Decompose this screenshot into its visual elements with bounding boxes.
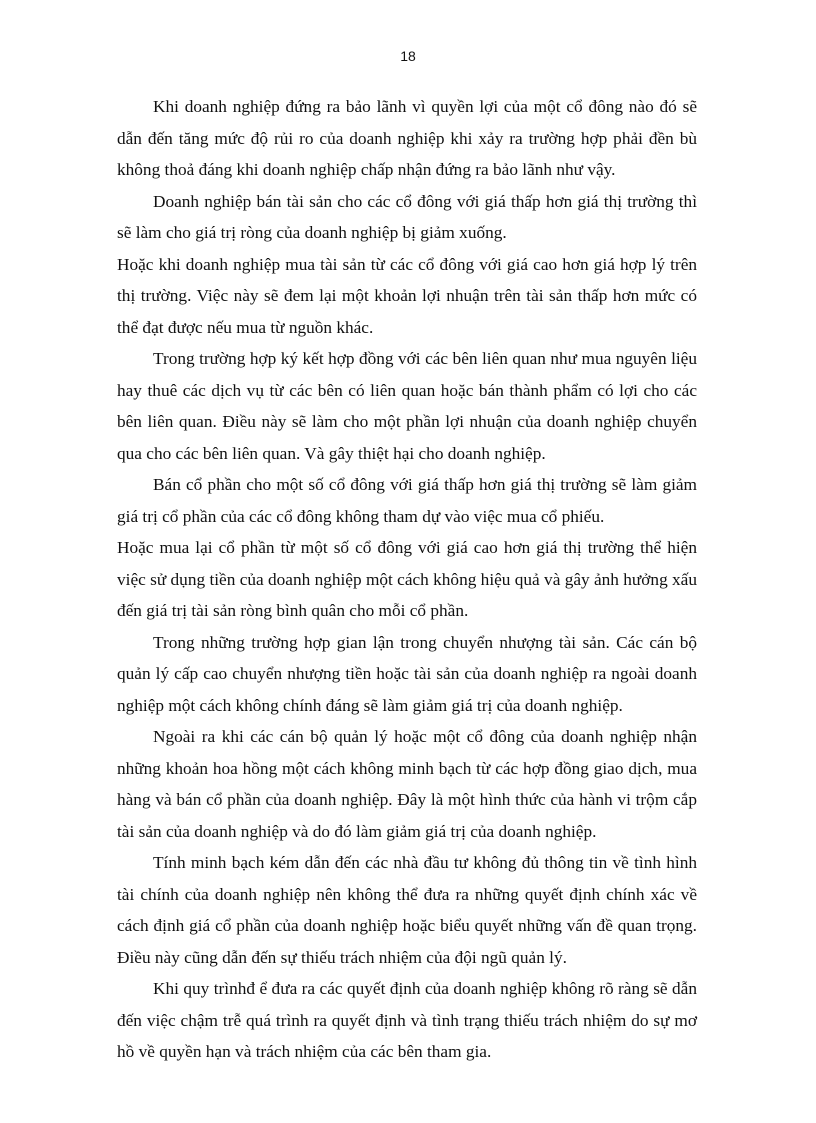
document-body [117,91,697,1068]
paragraph-share-buyback: Hoặc mua lại cổ phần từ một số cổ đông với giá cao hơn giá thị trường thể hiện việc sử dụng tiền của doanh nghiệp một cách không hiệu quả và gây ảnh hưởng xấu đến giá trị tài sản ròng bình quân cho mỗi cổ phần. [117,538,697,620]
paragraph-asset-sale: Doanh nghiệp bán tài sản cho các cổ đông với giá thấp hơn giá thị trường thì sẽ làm cho giá trị ròng của doanh nghiệp bị giảm xuống. [117,191,697,242]
paragraph-related-party-contracts: Trong trường hợp ký kết hợp đồng với các bên liên quan như mua nguyên liệu hay thuê các dịch vụ từ các bên có liên quan hoặc bán thành phẩm có lợi cho các bên liên quan. Điều này sẽ làm cho một phần lợi nhuận của doanh nghiệp chuyển qua cho các bên liên quan. Và gây thiệt hại cho doanh nghiệp. [117,349,697,463]
paragraph-transparency: Tính minh bạch kém dẫn đến các nhà đầu tư không đủ thông tin về tình hình tài chính của doanh nghiệp nên không thể đưa ra những quyết định chính xác về cách định giá cổ phần của doanh nghiệp hoặc biểu quyết những vấn đề quan trọng. Điều này cũng dẫn đến sự thiếu trách nhiệm của đội ngũ quản lý. [117,853,697,967]
paragraph-share-sale: Bán cổ phần cho một số cổ đông với giá thấp hơn giá thị trường sẽ làm giảm giá trị cổ phần của các cổ đông không tham dự vào việc mua cổ phiếu. [117,475,697,526]
page-number: 18 [400,48,416,64]
paragraph-asset-purchase: Hoặc khi doanh nghiệp mua tài sản từ các cổ đông với giá cao hơn giá hợp lý trên thị trường. Việc này sẽ đem lại một khoản lợi nhuận trên tài sản thấp hơn mức có thể đạt được nếu mua từ nguồn khác. [117,254,697,337]
paragraph-guarantee-risk: Khi doanh nghiệp đứng ra bảo lãnh vì quyền lợi của một cổ đông nào đó sẽ dẫn đến tăng mức độ rủi ro của doanh nghiệp khi xảy ra trường hợp phải đền bù không thoả đáng khi doanh nghiệp chấp nhận đứng ra bảo lãnh như vậy. [117,97,697,179]
paragraph-commissions: Ngoài ra khi các cán bộ quản lý hoặc một cổ đông của doanh nghiệp nhận những khoản hoa hồng một cách không minh bạch từ các hợp đồng giao dịch, mua hàng và bán cổ phần của doanh nghiệp. Đây là một hình thức của hành vi trộm cắp tài sản của doanh nghiệp và do đó làm giảm giá trị của doanh nghiệp. [117,727,697,841]
paragraph-decision-process: Khi quy trìnhđ ể đưa ra các quyết định của doanh nghiệp không rõ ràng sẽ dẫn đến việc chậm trễ quá trình ra quyết định và tình trạng thiếu trách nhiệm do sự mơ hồ về quyền hạn và trách nhiệm của các bên tham gia. [117,979,697,1061]
paragraph-asset-transfer-fraud: Trong những trường hợp gian lận trong chuyển nhượng tài sản. Các cán bộ quản lý cấp cao chuyển nhượng tiền hoặc tài sản của doanh nghiệp ra ngoài doanh nghiệp một cách không chính đáng sẽ làm giảm giá trị của doanh nghiệp. [117,632,697,715]
